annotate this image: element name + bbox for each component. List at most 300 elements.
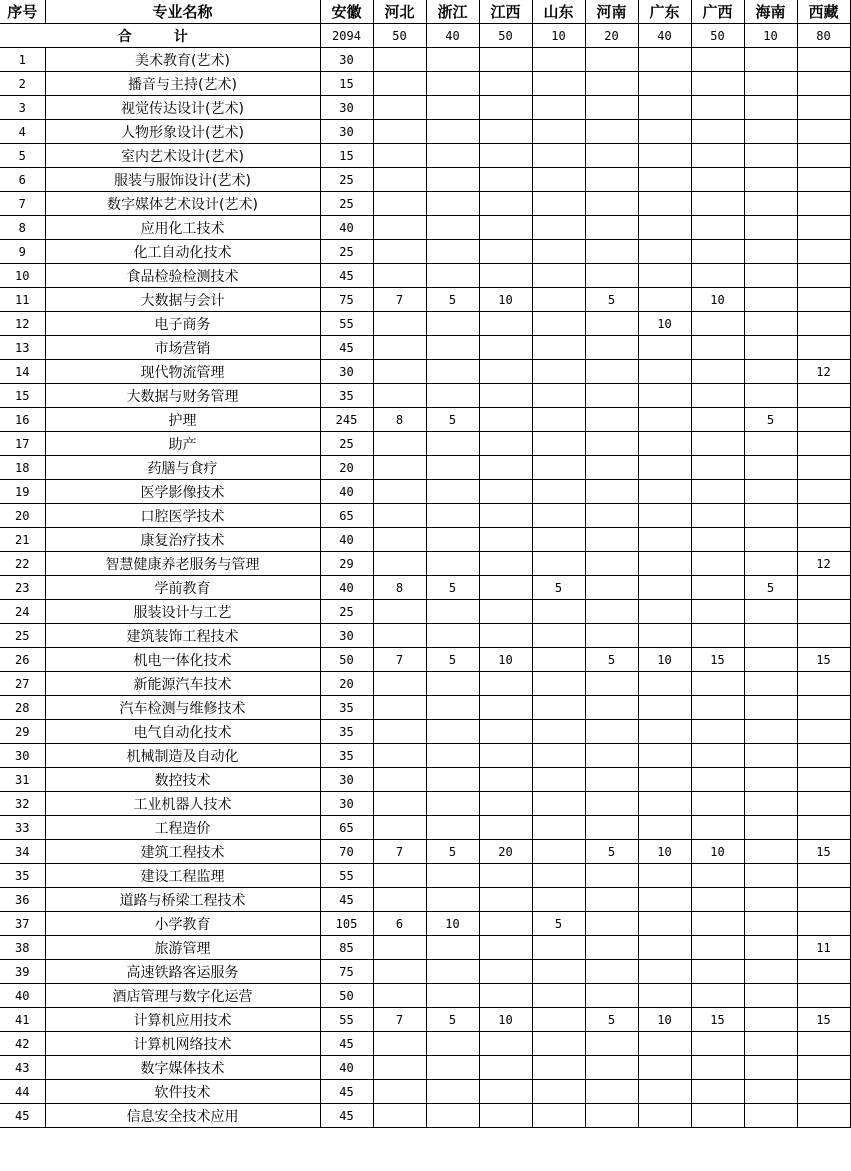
quota-henan [585, 264, 638, 288]
table-row [0, 1032, 850, 1056]
quota-zhejiang [426, 552, 479, 576]
serial-cell: 28 [0, 696, 45, 720]
quota-guangdong [638, 168, 691, 192]
quota-shandong [532, 456, 585, 480]
quota-jiangxi: 20 [479, 840, 532, 864]
table-row [0, 384, 850, 408]
table-row [0, 624, 850, 648]
quota-xizang [797, 144, 850, 168]
quota-henan [585, 552, 638, 576]
quota-xizang [797, 96, 850, 120]
quota-hainan [744, 264, 797, 288]
quota-guangxi [691, 696, 744, 720]
quota-anhui: 75 [320, 960, 373, 984]
quota-anhui: 40 [320, 1056, 373, 1080]
table-row [0, 840, 850, 864]
quota-hainan [744, 552, 797, 576]
quota-guangxi [691, 1032, 744, 1056]
quota-zhejiang [426, 888, 479, 912]
quota-xizang [797, 912, 850, 936]
quota-guangdong: 10 [638, 840, 691, 864]
quota-anhui: 30 [320, 624, 373, 648]
major-name-cell: 康复治疗技术 [45, 528, 320, 552]
quota-guangdong [638, 408, 691, 432]
quota-hebei [373, 168, 426, 192]
quota-hainan [744, 144, 797, 168]
quota-guangdong [638, 672, 691, 696]
quota-hebei [373, 216, 426, 240]
quota-hainan [744, 312, 797, 336]
table-row [0, 1104, 850, 1128]
quota-guangxi [691, 888, 744, 912]
quota-guangdong [638, 288, 691, 312]
quota-shandong [532, 792, 585, 816]
table-row [0, 984, 850, 1008]
serial-cell: 8 [0, 216, 45, 240]
quota-hebei [373, 240, 426, 264]
quota-hebei [373, 888, 426, 912]
quota-zhejiang [426, 360, 479, 384]
major-name-cell: 工业机器人技术 [45, 792, 320, 816]
major-name-cell: 数字媒体艺术设计(艺术) [45, 192, 320, 216]
quota-xizang [797, 1080, 850, 1104]
quota-shandong [532, 72, 585, 96]
serial-cell: 36 [0, 888, 45, 912]
quota-hainan: 5 [744, 576, 797, 600]
quota-xizang [797, 168, 850, 192]
table-row [0, 192, 850, 216]
quota-zhejiang [426, 528, 479, 552]
major-name-cell: 视觉传达设计(艺术) [45, 96, 320, 120]
quota-henan [585, 72, 638, 96]
quota-anhui: 45 [320, 1032, 373, 1056]
table-row [0, 360, 850, 384]
quota-hebei [373, 360, 426, 384]
major-name-cell: 建筑装饰工程技术 [45, 624, 320, 648]
table-row [0, 408, 850, 432]
table-row [0, 1008, 850, 1032]
serial-cell: 44 [0, 1080, 45, 1104]
quota-xizang [797, 528, 850, 552]
quota-zhejiang [426, 1104, 479, 1128]
quota-xizang [797, 672, 850, 696]
table-row [0, 528, 850, 552]
quota-shandong [532, 744, 585, 768]
header-province-guangdong: 广东 [638, 0, 691, 24]
quota-hainan [744, 672, 797, 696]
quota-shandong [532, 288, 585, 312]
quota-hainan [744, 360, 797, 384]
quota-henan [585, 696, 638, 720]
table-row [0, 216, 850, 240]
quota-zhejiang [426, 1056, 479, 1080]
quota-shandong [532, 408, 585, 432]
quota-zhejiang: 5 [426, 288, 479, 312]
quota-hainan [744, 336, 797, 360]
serial-cell: 9 [0, 240, 45, 264]
quota-shandong [532, 1080, 585, 1104]
table-row [0, 168, 850, 192]
quota-guangxi [691, 456, 744, 480]
quota-hainan: 5 [744, 408, 797, 432]
quota-jiangxi [479, 744, 532, 768]
quota-zhejiang [426, 120, 479, 144]
quota-hebei [373, 528, 426, 552]
quota-anhui: 45 [320, 1080, 373, 1104]
table-row [0, 312, 850, 336]
quota-jiangxi: 10 [479, 648, 532, 672]
quota-zhejiang [426, 264, 479, 288]
quota-jiangxi [479, 336, 532, 360]
quota-hainan [744, 792, 797, 816]
quota-henan [585, 336, 638, 360]
quota-jiangxi [479, 816, 532, 840]
quota-henan [585, 1056, 638, 1080]
quota-hainan [744, 432, 797, 456]
quota-zhejiang [426, 1032, 479, 1056]
serial-cell: 12 [0, 312, 45, 336]
total-value: 40 [426, 24, 479, 48]
quota-henan [585, 912, 638, 936]
quota-henan [585, 192, 638, 216]
quota-zhejiang [426, 696, 479, 720]
quota-xizang [797, 48, 850, 72]
quota-anhui: 30 [320, 48, 373, 72]
quota-guangxi [691, 528, 744, 552]
quota-anhui: 35 [320, 744, 373, 768]
quota-henan [585, 624, 638, 648]
quota-guangxi [691, 48, 744, 72]
serial-cell: 43 [0, 1056, 45, 1080]
quota-guangdong: 10 [638, 312, 691, 336]
quota-hebei [373, 672, 426, 696]
quota-guangdong [638, 72, 691, 96]
major-name-cell: 信息安全技术应用 [45, 1104, 320, 1128]
major-name-cell: 药膳与食疗 [45, 456, 320, 480]
quota-hainan [744, 648, 797, 672]
total-value: 40 [638, 24, 691, 48]
serial-cell: 33 [0, 816, 45, 840]
quota-guangxi [691, 792, 744, 816]
total-value: 10 [744, 24, 797, 48]
major-name-cell: 酒店管理与数字化运营 [45, 984, 320, 1008]
quota-guangdong [638, 792, 691, 816]
header-major-name: 专业名称 [45, 0, 320, 24]
quota-guangdong [638, 144, 691, 168]
quota-guangdong [638, 48, 691, 72]
quota-jiangxi [479, 144, 532, 168]
quota-shandong [532, 360, 585, 384]
quota-anhui: 55 [320, 1008, 373, 1032]
quota-anhui: 25 [320, 600, 373, 624]
quota-hainan [744, 96, 797, 120]
quota-zhejiang [426, 48, 479, 72]
quota-shandong: 5 [532, 912, 585, 936]
quota-zhejiang [426, 600, 479, 624]
quota-hebei [373, 1080, 426, 1104]
major-name-cell: 软件技术 [45, 1080, 320, 1104]
quota-shandong [532, 960, 585, 984]
quota-guangdong [638, 192, 691, 216]
quota-hainan [744, 768, 797, 792]
quota-hebei: 6 [373, 912, 426, 936]
quota-zhejiang [426, 504, 479, 528]
quota-hainan [744, 192, 797, 216]
major-name-cell: 播音与主持(艺术) [45, 72, 320, 96]
quota-zhejiang [426, 744, 479, 768]
quota-guangxi [691, 168, 744, 192]
quota-hebei [373, 744, 426, 768]
quota-hainan [744, 240, 797, 264]
quota-anhui: 45 [320, 264, 373, 288]
quota-henan [585, 768, 638, 792]
major-name-cell: 应用化工技术 [45, 216, 320, 240]
quota-xizang [797, 384, 850, 408]
quota-shandong [532, 504, 585, 528]
serial-cell: 22 [0, 552, 45, 576]
header-province-zhejiang: 浙江 [426, 0, 479, 24]
quota-anhui: 105 [320, 912, 373, 936]
quota-guangxi [691, 744, 744, 768]
quota-hainan [744, 744, 797, 768]
quota-jiangxi [479, 1056, 532, 1080]
quota-shandong [532, 672, 585, 696]
quota-guangxi [691, 336, 744, 360]
header-province-xizang: 西藏 [797, 0, 850, 24]
quota-xizang [797, 576, 850, 600]
quota-shandong [532, 648, 585, 672]
quota-jiangxi [479, 264, 532, 288]
major-name-cell: 机电一体化技术 [45, 648, 320, 672]
table-row [0, 576, 850, 600]
table-row [0, 816, 850, 840]
quota-guangxi [691, 312, 744, 336]
quota-shandong [532, 720, 585, 744]
major-name-cell: 食品检验检测技术 [45, 264, 320, 288]
quota-guangxi: 15 [691, 1008, 744, 1032]
major-name-cell: 医学影像技术 [45, 480, 320, 504]
quota-guangdong [638, 432, 691, 456]
total-value: 50 [691, 24, 744, 48]
quota-shandong [532, 984, 585, 1008]
quota-guangdong [638, 720, 691, 744]
quota-xizang [797, 888, 850, 912]
serial-cell: 13 [0, 336, 45, 360]
major-name-cell: 汽车检测与维修技术 [45, 696, 320, 720]
quota-henan [585, 120, 638, 144]
quota-jiangxi [479, 936, 532, 960]
quota-guangxi [691, 936, 744, 960]
quota-zhejiang [426, 720, 479, 744]
table-row [0, 1056, 850, 1080]
quota-zhejiang [426, 816, 479, 840]
quota-guangxi [691, 480, 744, 504]
quota-henan [585, 312, 638, 336]
quota-jiangxi [479, 168, 532, 192]
table-row [0, 768, 850, 792]
quota-guangdong [638, 624, 691, 648]
quota-anhui: 15 [320, 72, 373, 96]
quota-hebei [373, 1056, 426, 1080]
major-name-cell: 服装与服饰设计(艺术) [45, 168, 320, 192]
serial-cell: 41 [0, 1008, 45, 1032]
quota-anhui: 35 [320, 384, 373, 408]
quota-hainan [744, 840, 797, 864]
quota-henan [585, 672, 638, 696]
quota-xizang [797, 960, 850, 984]
major-name-cell: 美术教育(艺术) [45, 48, 320, 72]
quota-hebei [373, 96, 426, 120]
table-row [0, 720, 850, 744]
quota-guangxi [691, 672, 744, 696]
quota-hainan [744, 480, 797, 504]
quota-henan [585, 384, 638, 408]
table-row [0, 552, 850, 576]
quota-henan [585, 576, 638, 600]
quota-xizang [797, 432, 850, 456]
quota-jiangxi [479, 576, 532, 600]
major-name-cell: 电子商务 [45, 312, 320, 336]
quota-hebei [373, 720, 426, 744]
quota-zhejiang [426, 456, 479, 480]
serial-cell: 11 [0, 288, 45, 312]
quota-hebei [373, 312, 426, 336]
quota-hainan [744, 984, 797, 1008]
quota-shandong [532, 696, 585, 720]
quota-xizang [797, 864, 850, 888]
quota-guangxi [691, 360, 744, 384]
major-name-cell: 旅游管理 [45, 936, 320, 960]
quota-hebei: 8 [373, 408, 426, 432]
total-value: 20 [585, 24, 638, 48]
serial-cell: 23 [0, 576, 45, 600]
quota-xizang [797, 768, 850, 792]
major-name-cell: 口腔医学技术 [45, 504, 320, 528]
quota-henan: 5 [585, 840, 638, 864]
header-province-shandong: 山东 [532, 0, 585, 24]
quota-henan [585, 600, 638, 624]
quota-henan [585, 984, 638, 1008]
quota-guangxi [691, 1104, 744, 1128]
header-province-hainan: 海南 [744, 0, 797, 24]
quota-jiangxi [479, 528, 532, 552]
quota-shandong [532, 936, 585, 960]
quota-hebei [373, 72, 426, 96]
major-name-cell: 新能源汽车技术 [45, 672, 320, 696]
table-row [0, 912, 850, 936]
quota-jiangxi [479, 192, 532, 216]
major-name-cell: 小学教育 [45, 912, 320, 936]
quota-zhejiang: 5 [426, 648, 479, 672]
quota-zhejiang [426, 936, 479, 960]
quota-guangxi [691, 408, 744, 432]
quota-guangxi: 10 [691, 288, 744, 312]
major-name-cell: 电气自动化技术 [45, 720, 320, 744]
serial-cell: 34 [0, 840, 45, 864]
quota-anhui: 40 [320, 216, 373, 240]
quota-guangdong: 10 [638, 1008, 691, 1032]
quota-guangdong [638, 960, 691, 984]
quota-hainan [744, 816, 797, 840]
major-name-cell: 化工自动化技术 [45, 240, 320, 264]
table-row [0, 960, 850, 984]
quota-henan [585, 1104, 638, 1128]
quota-shandong [532, 1032, 585, 1056]
quota-xizang [797, 1104, 850, 1128]
quota-hebei: 8 [373, 576, 426, 600]
quota-guangdong [638, 768, 691, 792]
quota-hebei [373, 456, 426, 480]
major-name-cell: 学前教育 [45, 576, 320, 600]
quota-hebei [373, 264, 426, 288]
quota-xizang [797, 744, 850, 768]
table-row [0, 600, 850, 624]
quota-guangdong [638, 912, 691, 936]
header-province-anhui: 安徽 [320, 0, 373, 24]
serial-cell: 27 [0, 672, 45, 696]
quota-hainan [744, 168, 797, 192]
serial-cell: 10 [0, 264, 45, 288]
quota-shandong [532, 816, 585, 840]
table-row [0, 792, 850, 816]
quota-zhejiang [426, 792, 479, 816]
serial-cell: 2 [0, 72, 45, 96]
quota-anhui: 45 [320, 888, 373, 912]
quota-zhejiang [426, 624, 479, 648]
major-name-cell: 服装设计与工艺 [45, 600, 320, 624]
quota-jiangxi [479, 216, 532, 240]
quota-anhui: 75 [320, 288, 373, 312]
quota-anhui: 30 [320, 768, 373, 792]
major-name-cell: 护理 [45, 408, 320, 432]
quota-hebei: 7 [373, 1008, 426, 1032]
quota-hebei [373, 1104, 426, 1128]
quota-xizang [797, 336, 850, 360]
quota-guangdong [638, 1104, 691, 1128]
quota-shandong [532, 840, 585, 864]
quota-hainan [744, 696, 797, 720]
quota-anhui: 30 [320, 792, 373, 816]
quota-guangxi [691, 768, 744, 792]
quota-anhui: 25 [320, 192, 373, 216]
header-row [0, 0, 850, 24]
quota-henan [585, 960, 638, 984]
quota-shandong [532, 96, 585, 120]
quota-guangxi [691, 912, 744, 936]
quota-shandong [532, 384, 585, 408]
quota-hebei [373, 336, 426, 360]
quota-hainan [744, 624, 797, 648]
table-row [0, 936, 850, 960]
quota-zhejiang [426, 336, 479, 360]
quota-henan [585, 864, 638, 888]
quota-anhui: 30 [320, 360, 373, 384]
quota-guangdong [638, 576, 691, 600]
major-name-cell: 大数据与财务管理 [45, 384, 320, 408]
quota-shandong [532, 1056, 585, 1080]
quota-hainan [744, 456, 797, 480]
quota-jiangxi [479, 720, 532, 744]
quota-zhejiang [426, 864, 479, 888]
quota-henan [585, 48, 638, 72]
quota-hainan [744, 1008, 797, 1032]
major-name-cell: 人物形象设计(艺术) [45, 120, 320, 144]
major-name-cell: 建筑工程技术 [45, 840, 320, 864]
quota-zhejiang [426, 984, 479, 1008]
quota-guangdong [638, 120, 691, 144]
total-value: 10 [532, 24, 585, 48]
quota-zhejiang [426, 768, 479, 792]
